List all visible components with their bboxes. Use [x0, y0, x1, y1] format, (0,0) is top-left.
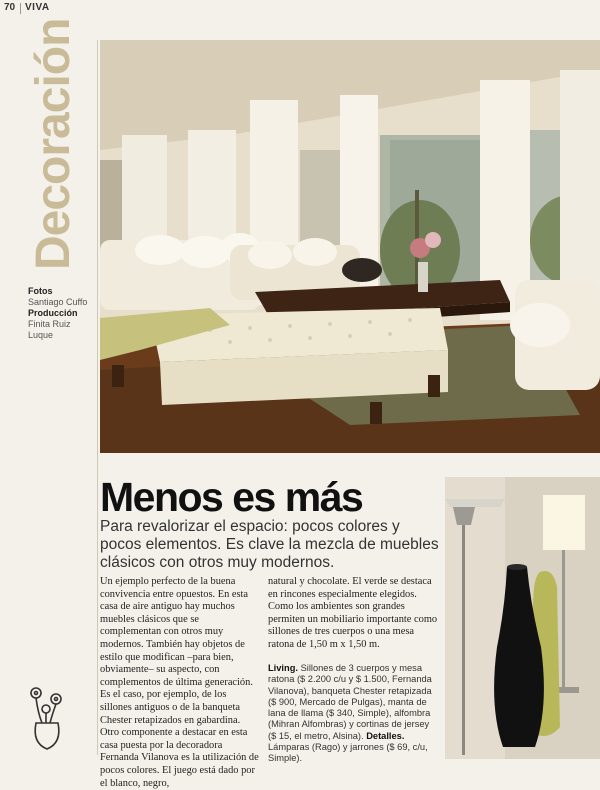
article-body-column-2: natural y chocolate. El verde se destaca en rincones especialmente elegidos. Como los ambientes son grandes permiten un mobiliario importante como sillones de tres cuerpos o una mesa ratona de 1,50 m x 1,50 m. — [268, 576, 438, 650]
details-living-text: Sillones de 3 cuerpos y mesa ratona ($ 2.200 c/u y $ 1.500, Fernanda Vilanova), banqueta Chester retapizada ($ 900, Mercado de Pulgas), manta de lana de llama ($ 340, Simple), alfombra (Mihran Alfombras) y cortinas de jersey ($ 15, el metro, Alsina). — [268, 663, 432, 741]
lamps-vases-photo — [445, 477, 600, 759]
article-deck: Para revalorizar el espacio: pocos colores y pocos elementos. Es clave la mezcla de muebles clásicos con otros muy modernos. — [100, 518, 439, 571]
article-headline: Menos es más — [100, 474, 363, 520]
details-label: Detalles. — [366, 730, 405, 741]
article-body-column-1: Un ejemplo perfecto de la buena convivencia entre opuestos. En esta casa de aire antiguo hay muchos muebles clásicos que se complementan con otros muy modernos. También hay objetos de estilo que modifican –para bien, obviamente– su aspecto, con complementos de última generación. Es el caso, por ejemplo, de los sillones antiguos o de la banqueta Chester retapizados en gabardina. Otro componente a destacar en esta casa puesta por la decoradora Fernanda Vilanova es la utilización de pocos colores. El juego está dado por el blanco, negro, — [100, 576, 259, 789]
photo-credits — [28, 286, 96, 341]
section-label: Decoración — [27, 18, 80, 270]
column-rule — [97, 40, 98, 755]
details-living-label: Living. — [268, 663, 298, 673]
header-divider — [20, 3, 21, 14]
flowers-vase-logo-icon — [22, 683, 72, 753]
product-details — [268, 663, 440, 765]
photos-name: Santiago Cuffo — [28, 297, 88, 307]
details-text: Lámparas (Rago) y jarrones ($ 69, c/u, Simple). — [268, 742, 428, 764]
photos-label: Fotos — [28, 286, 53, 296]
page-number: 70 — [4, 2, 16, 13]
production-name: Finita Ruiz Luque — [28, 319, 71, 340]
production-label: Producción — [28, 308, 78, 318]
living-room-photo — [100, 40, 600, 453]
magazine-name: VIVA — [25, 2, 50, 13]
